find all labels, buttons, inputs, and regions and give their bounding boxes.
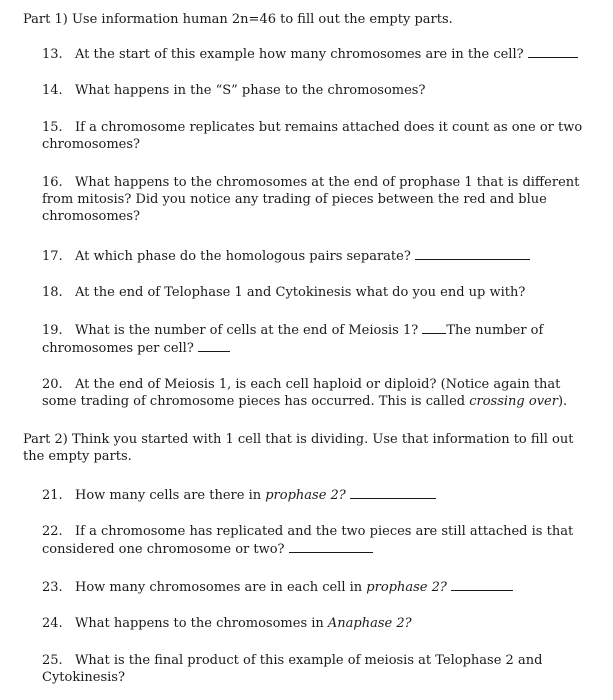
question-text: What happens to the chromosomes at the end of prophase 1 that is different from mitosis? Did you notice any trading of pieces between the red and blue chromosomes?: [42, 175, 580, 224]
question-22: [42, 523, 590, 558]
question-text-a: How many chromosomes are in each cell in: [75, 580, 367, 595]
question-text-a: What is the number of cells at the end of Meiosis 1?: [75, 323, 419, 338]
question-15: [42, 119, 590, 153]
question-14: [42, 82, 590, 99]
question-number: 22.: [42, 524, 63, 539]
question-25: [42, 652, 590, 686]
answer-blank[interactable]: [289, 540, 373, 553]
question-text-a: At the end of Meiosis 1, is each cell haploid or diploid? (Notice again that some trading of chromosome pieces has occurred. This is called: [42, 377, 561, 409]
question-number: 13.: [42, 47, 63, 62]
question-number: 18.: [42, 285, 63, 300]
emphasized-term: Anaphase 2?: [327, 616, 412, 631]
question-text-b: ).: [557, 394, 568, 409]
question-number: 19.: [42, 323, 63, 338]
question-text-a: How many cells are there in: [75, 488, 266, 503]
question-text: What is the final product of this example of meiosis at Telophase 2 and Cytokinesis?: [42, 653, 543, 685]
question-18: [42, 284, 590, 301]
question-number: 16.: [42, 175, 63, 190]
question-text: If a chromosome has replicated and the two pieces are still attached is that considered one chromosome or two?: [42, 524, 574, 557]
question-19: [42, 321, 590, 357]
question-text: If a chromosome replicates but remains attached does it count as one or two chromosomes?: [42, 120, 583, 152]
answer-blank[interactable]: [451, 578, 513, 591]
question-text-a: What happens to the chromosomes in: [75, 616, 328, 631]
answer-blank[interactable]: [528, 45, 578, 58]
question-number: 21.: [42, 488, 63, 503]
question-text: At which phase do the homologous pairs separate?: [75, 249, 411, 264]
question-text: What happens in the “S” phase to the chromosomes?: [75, 83, 426, 98]
answer-blank[interactable]: [350, 486, 436, 499]
emphasized-term: prophase 2?: [366, 580, 447, 595]
question-text-b: The number of chromosomes per cell?: [42, 323, 544, 356]
answer-blank-chromosomes[interactable]: [198, 339, 230, 352]
question-number: 25.: [42, 653, 63, 668]
question-number: 23.: [42, 580, 63, 595]
question-number: 24.: [42, 616, 63, 631]
question-text: At the start of this example how many chromosomes are in the cell?: [75, 47, 524, 62]
question-number: 20.: [42, 377, 63, 392]
question-number: 15.: [42, 120, 63, 135]
emphasized-term: crossing over: [469, 394, 558, 409]
answer-blank[interactable]: [415, 247, 530, 260]
question-20: [42, 376, 590, 410]
question-24: [42, 615, 590, 632]
question-text: At the end of Telophase 1 and Cytokinesis what do you end up with?: [75, 285, 526, 300]
question-21: [42, 486, 590, 504]
part-2-heading: Part 2) Think you started with 1 cell that is dividing. Use that information to fill out the empty parts.: [23, 432, 574, 464]
question-number: 17.: [42, 249, 63, 264]
question-13: [42, 45, 590, 63]
question-number: 14.: [42, 83, 63, 98]
answer-blank-cells[interactable]: [422, 321, 446, 334]
question-17: [42, 247, 590, 265]
part-1-heading: Part 1) Use information human 2n=46 to fill out the empty parts.: [23, 12, 453, 27]
question-23: [42, 578, 590, 596]
question-16: [42, 174, 590, 225]
emphasized-term: prophase 2?: [265, 488, 346, 503]
